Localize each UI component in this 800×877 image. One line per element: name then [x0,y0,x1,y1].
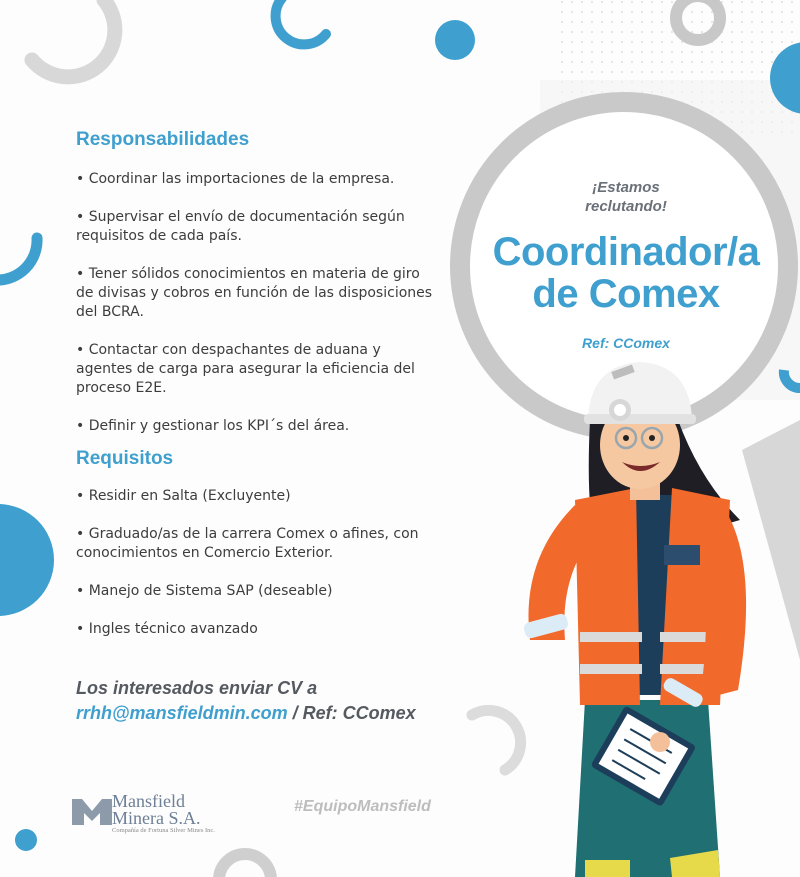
vest-logo-patch [664,545,700,565]
hashtag: #EquipoMansfield [294,798,431,815]
responsibilities-title: Responsabilidades [76,129,250,150]
requirements-title: Requisitos [76,448,174,469]
contact-line: Los interesados enviar CV a [76,678,318,698]
job-ref: Ref: CComex [582,335,670,351]
list-item: • Residir en Salta (Excluyente) [76,487,441,506]
company-logo [112,793,215,835]
responsibilities-list [76,170,441,455]
list-item: • Graduado/as de la carrera Comex o afines, con conocimientos en Comercio Exterior. [76,525,441,563]
requirements-list [76,487,441,658]
list-item: • Manejo de Sistema SAP (deseable) [76,582,441,601]
logo-name-2: Minera S.A. [112,808,201,828]
mansfield-logo-icon [72,795,112,825]
list-item: • Supervisar el envío de documentación según requisitos de cada país. [76,208,441,246]
contact-ref: / Ref: CComex [287,703,416,723]
list-item: • Definir y gestionar los KPI´s del área. [76,417,441,436]
logo-subtitle: Compañía de Fortuna Silver Mines Inc. [112,827,215,834]
list-item: • Ingles técnico avanzado [76,620,441,639]
email-link[interactable]: rrhh@mansfieldmin.com [76,703,288,723]
job-title: Coordinador/a de Comex [492,230,760,316]
list-item: • Coordinar las importaciones de la empresa. [76,170,441,189]
worker-helmet [588,362,692,420]
list-item: • Tener sólidos conocimientos en materia de giro de divisas y cobros en función de las disposiciones del BCRA. [76,265,441,322]
recruiting-intro: ¡Estamos reclutando! [585,179,667,215]
list-item: • Contactar con despachantes de aduana y agentes de carga para asegurar la eficiencia del proceso E2E. [76,341,441,398]
logo-name: Mansfield [112,791,185,811]
contact-info [76,676,416,726]
